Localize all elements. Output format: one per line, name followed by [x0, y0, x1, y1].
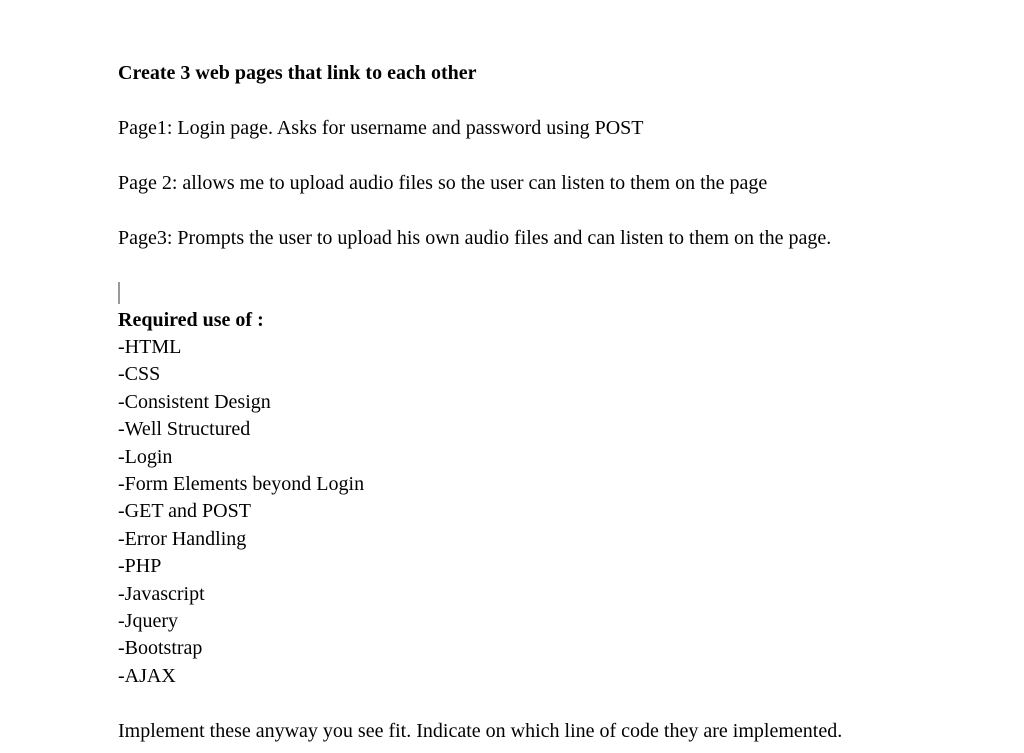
text-caret-line[interactable] [118, 280, 998, 307]
list-item: -Bootstrap [118, 637, 203, 660]
list-item: -HTML [118, 336, 182, 358]
document-body [118, 60, 998, 745]
paragraph-page1: Page1: Login page. Asks for username and password using POST [118, 117, 644, 139]
list-item: -GET and POST [118, 500, 251, 523]
list-item: -Consistent Design [118, 390, 271, 413]
requirements-list [118, 334, 998, 690]
list-item: -CSS [118, 363, 161, 386]
closing-instruction: Implement these anyway you see fit. Indicate on which line of code they are implemented. [118, 720, 843, 743]
list-item: -AJAX [118, 664, 176, 687]
list-item: -Error Handling [118, 527, 247, 550]
text-caret [118, 282, 120, 304]
paragraph-page3: Page3: Prompts the user to upload his own audio files and can listen to them on the page. [118, 227, 832, 249]
paragraph-page2: Page 2: allows me to upload audio files so the user can listen to them on the page [118, 172, 768, 194]
list-item: -PHP [118, 555, 162, 578]
requirements-heading: Required use of : [118, 309, 264, 331]
list-item: -Well Structured [118, 418, 251, 441]
list-item: -Form Elements beyond Login [118, 472, 365, 495]
list-item: -Javascript [118, 582, 205, 605]
document-title: Create 3 web pages that link to each other [118, 62, 477, 84]
list-item: -Login [118, 445, 173, 468]
list-item: -Jquery [118, 609, 178, 632]
